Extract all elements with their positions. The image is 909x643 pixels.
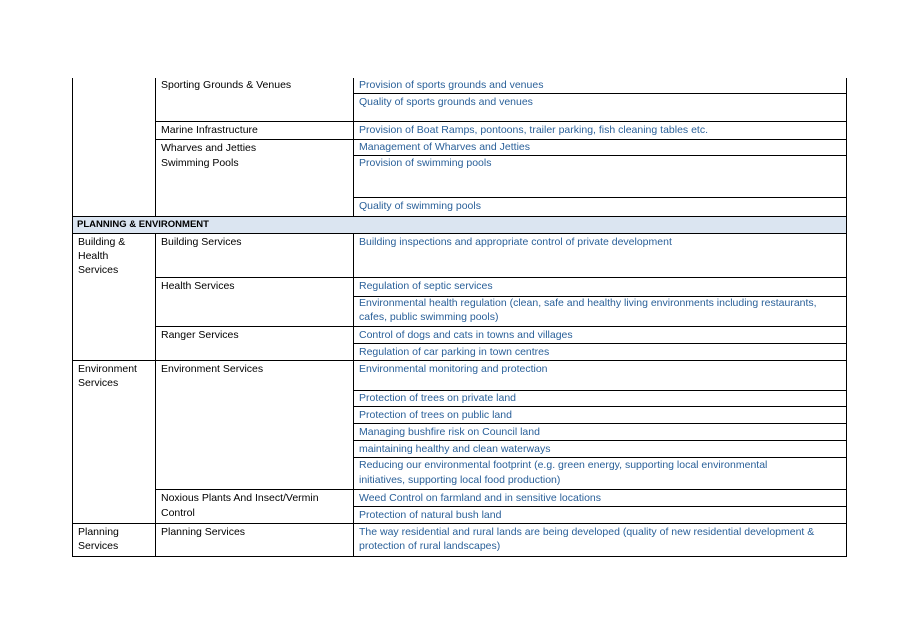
table-border-left [72, 78, 73, 556]
table-rule [155, 489, 847, 490]
table-rule [72, 233, 847, 234]
service-description: maintaining healthy and clean waterways [359, 443, 551, 455]
table-rule [72, 360, 847, 361]
service-name: Health Services [161, 280, 235, 292]
service-name: Swimming Pools [161, 157, 239, 169]
table-rule [72, 523, 847, 524]
service-description: Provision of sports grounds and venues [359, 79, 544, 91]
service-name: Sporting Grounds & Venues [161, 79, 292, 91]
service-name: Wharves and Jetties [161, 142, 257, 154]
service-description: Environmental monitoring and protection [359, 363, 548, 375]
service-name: Ranger Services [161, 329, 239, 341]
service-name: Building Services [161, 236, 242, 248]
table-border-col1 [155, 78, 156, 217]
service-description: Protection of natural bush land [359, 509, 502, 521]
service-description: Regulation of septic services [359, 280, 493, 292]
service-name: Marine Infrastructure [161, 124, 258, 136]
table-border-col2 [353, 233, 354, 556]
service-description: Managing bushfire risk on Council land [359, 426, 540, 438]
service-name: Noxious Plants And Insect/Vermin [161, 492, 319, 504]
category-label: Services [78, 377, 119, 389]
service-name: Environment Services [161, 363, 264, 375]
category-label: Environment [78, 363, 137, 375]
service-description: cafes, public swimming pools) [359, 311, 499, 323]
service-description: Management of Wharves and Jetties [359, 141, 531, 153]
table-border-right [846, 78, 847, 556]
section-header [72, 217, 847, 233]
table-rule [72, 556, 847, 557]
table-rule [72, 216, 847, 217]
service-description: Control of dogs and cats in towns and villages [359, 329, 573, 341]
table-rule [353, 506, 847, 507]
table-rule [353, 93, 847, 94]
table-rule [155, 121, 847, 122]
service-description: Reducing our environmental footprint (e.g. green energy, supporting local environmental [359, 459, 768, 471]
table-rule [353, 343, 847, 344]
service-name: Control [161, 507, 195, 519]
table-rule [353, 197, 847, 198]
category-label: Services [78, 264, 119, 276]
section-header-label: PLANNING & ENVIRONMENT [77, 219, 209, 230]
service-description: Provision of swimming pools [359, 157, 492, 169]
service-description: initiatives, supporting local food production) [359, 474, 561, 486]
category-label: Services [78, 540, 119, 552]
service-description: Quality of sports grounds and venues [359, 96, 533, 108]
table-rule [155, 326, 847, 327]
category-label: Planning [78, 526, 119, 538]
service-description: Protection of trees on public land [359, 409, 512, 421]
service-description: protection of rural landscapes) [359, 540, 501, 552]
service-name: Planning Services [161, 526, 246, 538]
table-border-col1 [155, 233, 156, 556]
service-description: Building inspections and appropriate control of private development [359, 236, 672, 248]
service-description: The way residential and rural lands are being developed (quality of new residential development & [359, 526, 815, 538]
service-description: Protection of trees on private land [359, 392, 517, 404]
category-label: Building & [78, 236, 126, 248]
table-rule [353, 440, 847, 441]
category-label: Health [78, 250, 109, 262]
service-description: Provision of Boat Ramps, pontoons, trailer parking, fish cleaning tables etc. [359, 124, 709, 136]
service-description: Quality of swimming pools [359, 200, 481, 212]
service-description: Regulation of car parking in town centres [359, 346, 550, 358]
service-description: Environmental health regulation (clean, safe and healthy living environments including restaurants, [359, 297, 817, 309]
table-rule [353, 406, 847, 407]
table-rule [155, 277, 847, 278]
table-rule [353, 423, 847, 424]
service-description: Weed Control on farmland and in sensitive locations [359, 492, 602, 504]
